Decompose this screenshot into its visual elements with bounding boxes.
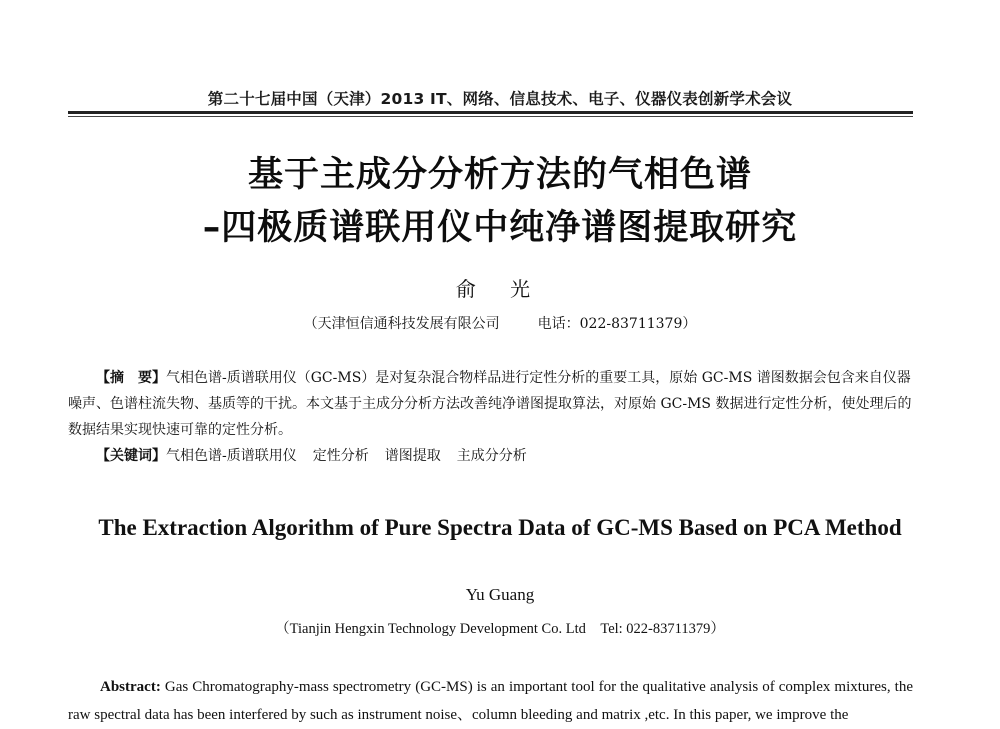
author-cn: 俞 光 [455, 277, 545, 301]
conference-header: 第二十七届中国（天津）2013 IT、网络、信息技术、电子、仪器仪表创新学术会议 [207, 90, 793, 108]
keywords-cn [96, 445, 543, 465]
affiliation-cn [0, 313, 1000, 333]
keyword-item: 气相色谱-质谱联用仪 [166, 448, 297, 464]
abstract-en-text: Gas Chromatography-mass spectrometry (GC-MS) is an important tool for the qualitative analysis of complex mixtures, the raw spectral data has been interfered by such as instrument noise、column bleeding and matrix ,etc. In this paper, we improve the [68, 679, 913, 723]
keyword-item: 定性分析 [312, 448, 369, 464]
keywords-cn-label: 【关键词】 [96, 448, 166, 464]
abstract-en-label: Abstract: [100, 679, 161, 695]
header-rule-thick [68, 111, 913, 114]
abstract-cn-label: 【摘 要】 [96, 370, 166, 386]
affiliation-cn-phone: 电话：022-83711379） [537, 316, 697, 332]
abstract-en [68, 673, 913, 729]
title-en: The Extraction Algorithm of Pure Spectra Data of GC-MS Based on PCA Method [98, 515, 902, 540]
header-rule-thin [68, 116, 913, 117]
abstract-cn-text: 气相色谱-质谱联用仪（GC-MS）是对复杂混合物样品进行定性分析的重要工具，原始 GC-MS 谱图数据会包含来自仪器噪声、色谱柱流失物、基质等的干扰。本文基于主成分分析方法改善纯净谱图提取算法，对原始 GC-MS 数据进行定性分析，使处理后的数据结果实现快速可靠的定性分析。 [68, 370, 912, 438]
title-cn-line1: 基于主成分分析方法的气相色谱 [247, 155, 752, 195]
keyword-item: 谱图提取 [384, 448, 441, 464]
affiliation-cn-org: （天津恒信通科技发展有限公司 [303, 316, 500, 332]
keyword-item: 主成分分析 [456, 448, 527, 464]
title-cn-line2: –四极质谱联用仪中纯净谱图提取研究 [202, 208, 798, 248]
abstract-cn [68, 365, 913, 443]
affiliation-en: （Tianjin Hengxin Technology Development Co. Ltd Tel: 022-83711379） [275, 621, 725, 637]
author-en: Yu Guang [465, 585, 535, 604]
